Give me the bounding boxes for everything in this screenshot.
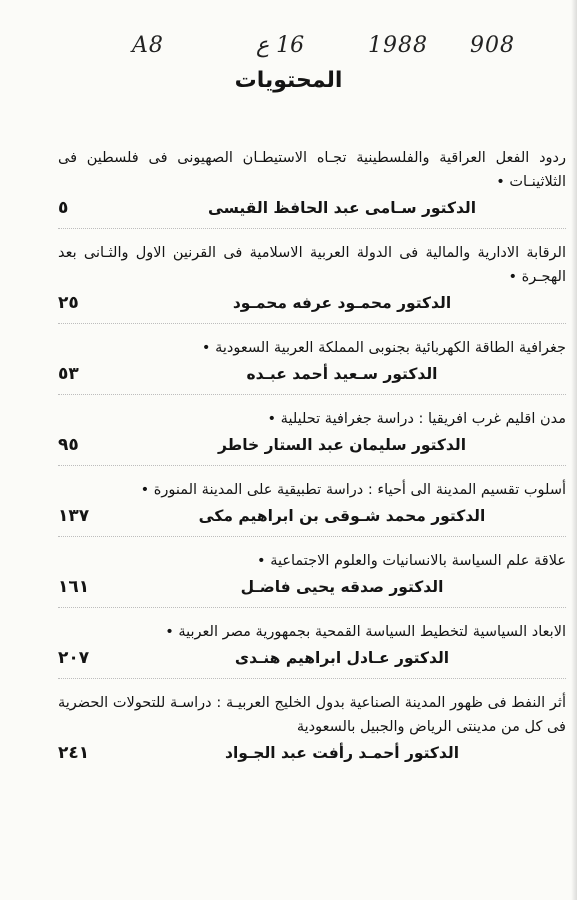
entry-title: أسلوب تقسيم المدينة الى أحياء : دراسة تطبيقية على المدينة المنورة • [140,482,566,498]
entry-author: الدكتور صدقه يحيى فاضـل [240,578,444,596]
entry-page-number: ١٦١ [58,577,90,597]
entry-title: مدن اقليم غرب افريقيا : دراسة جغرافية تحليلية • [267,411,566,427]
entry-title: الرقابة الادارية والمالية فى الدولة العربية الاسلامية فى القرنين الاول والثـانى بعد الهجـرة • [58,245,566,285]
entry-page-number: ٩٥ [58,435,79,455]
entry-page-number: ٥ [58,198,69,218]
toc-entry [58,336,566,395]
entry-author-row [58,293,566,313]
entry-author-row [58,506,566,526]
table-of-contents [58,146,566,785]
entry-title: ردود الفعل العراقية والفلسطينية تجـاه الاستيطـان الصهيونى فى فلسطين فى الثلاثينـات • [58,150,566,190]
toc-entry [58,478,566,537]
entry-page-number: ٢٤١ [58,743,90,763]
entry-page-number: ٢٥ [58,293,79,313]
entry-author: الدكتور سـعيد أحمد عبـده [246,365,438,383]
toc-entry [58,407,566,466]
entry-author: الدكتور سليمان عبد الستار خاطر [217,436,467,454]
entry-title: الابعاد السياسية لتخطيط السياسة القمحية بجمهورية مصر العربية • [165,624,566,640]
entry-page-number: ٥٣ [58,364,79,384]
entry-author: الدكتور محمـود عرفه محمـود [232,294,452,312]
handwritten-accession-number: 908 [470,33,515,58]
entry-author: الدكتور سـامى عبد الحافظ القيسى [207,199,477,217]
entry-page-number: ٢٠٧ [58,648,90,668]
handwritten-year: 1988 [368,33,428,58]
toc-entry [58,549,566,608]
entry-author-row [58,364,566,384]
handwritten-annotation [0,33,577,67]
entry-title: جغرافية الطاقة الكهربائية بجنوبى المملكة العربية السعودية • [201,340,566,356]
entry-author-row [58,577,566,597]
toc-entry [58,241,566,324]
entry-author-row [58,648,566,668]
entry-author-row [58,743,566,763]
entry-author-row [58,198,566,218]
scan-shadow-edge [571,0,577,900]
entry-author: الدكتور أحمـد رأفت عبد الجـواد [224,744,460,762]
toc-entry [58,691,566,773]
toc-entry [58,620,566,679]
entry-title: أثر النفط فى ظهور المدينة الصناعية بدول الخليج العربيـة : دراسـة للتحولات الحضرية فى كل من مدينتى الرياض والجبيل بالسعودية [58,695,566,735]
entry-title: علاقة علم السياسة بالانسانيات والعلوم الاجتماعية • [257,553,566,569]
handwritten-day: 16 ع [256,33,305,58]
entry-author: الدكتور محمد شـوقى بن ابراهيم مكى [198,507,486,525]
entry-page-number: ١٣٧ [58,506,90,526]
entry-author: الدكتور عـادل ابراهيم هنـدى [234,649,450,667]
entry-author-row [58,435,566,455]
toc-entry [58,146,566,229]
handwritten-reference: A8 [132,33,164,58]
page-title: المحتويات [234,68,343,93]
